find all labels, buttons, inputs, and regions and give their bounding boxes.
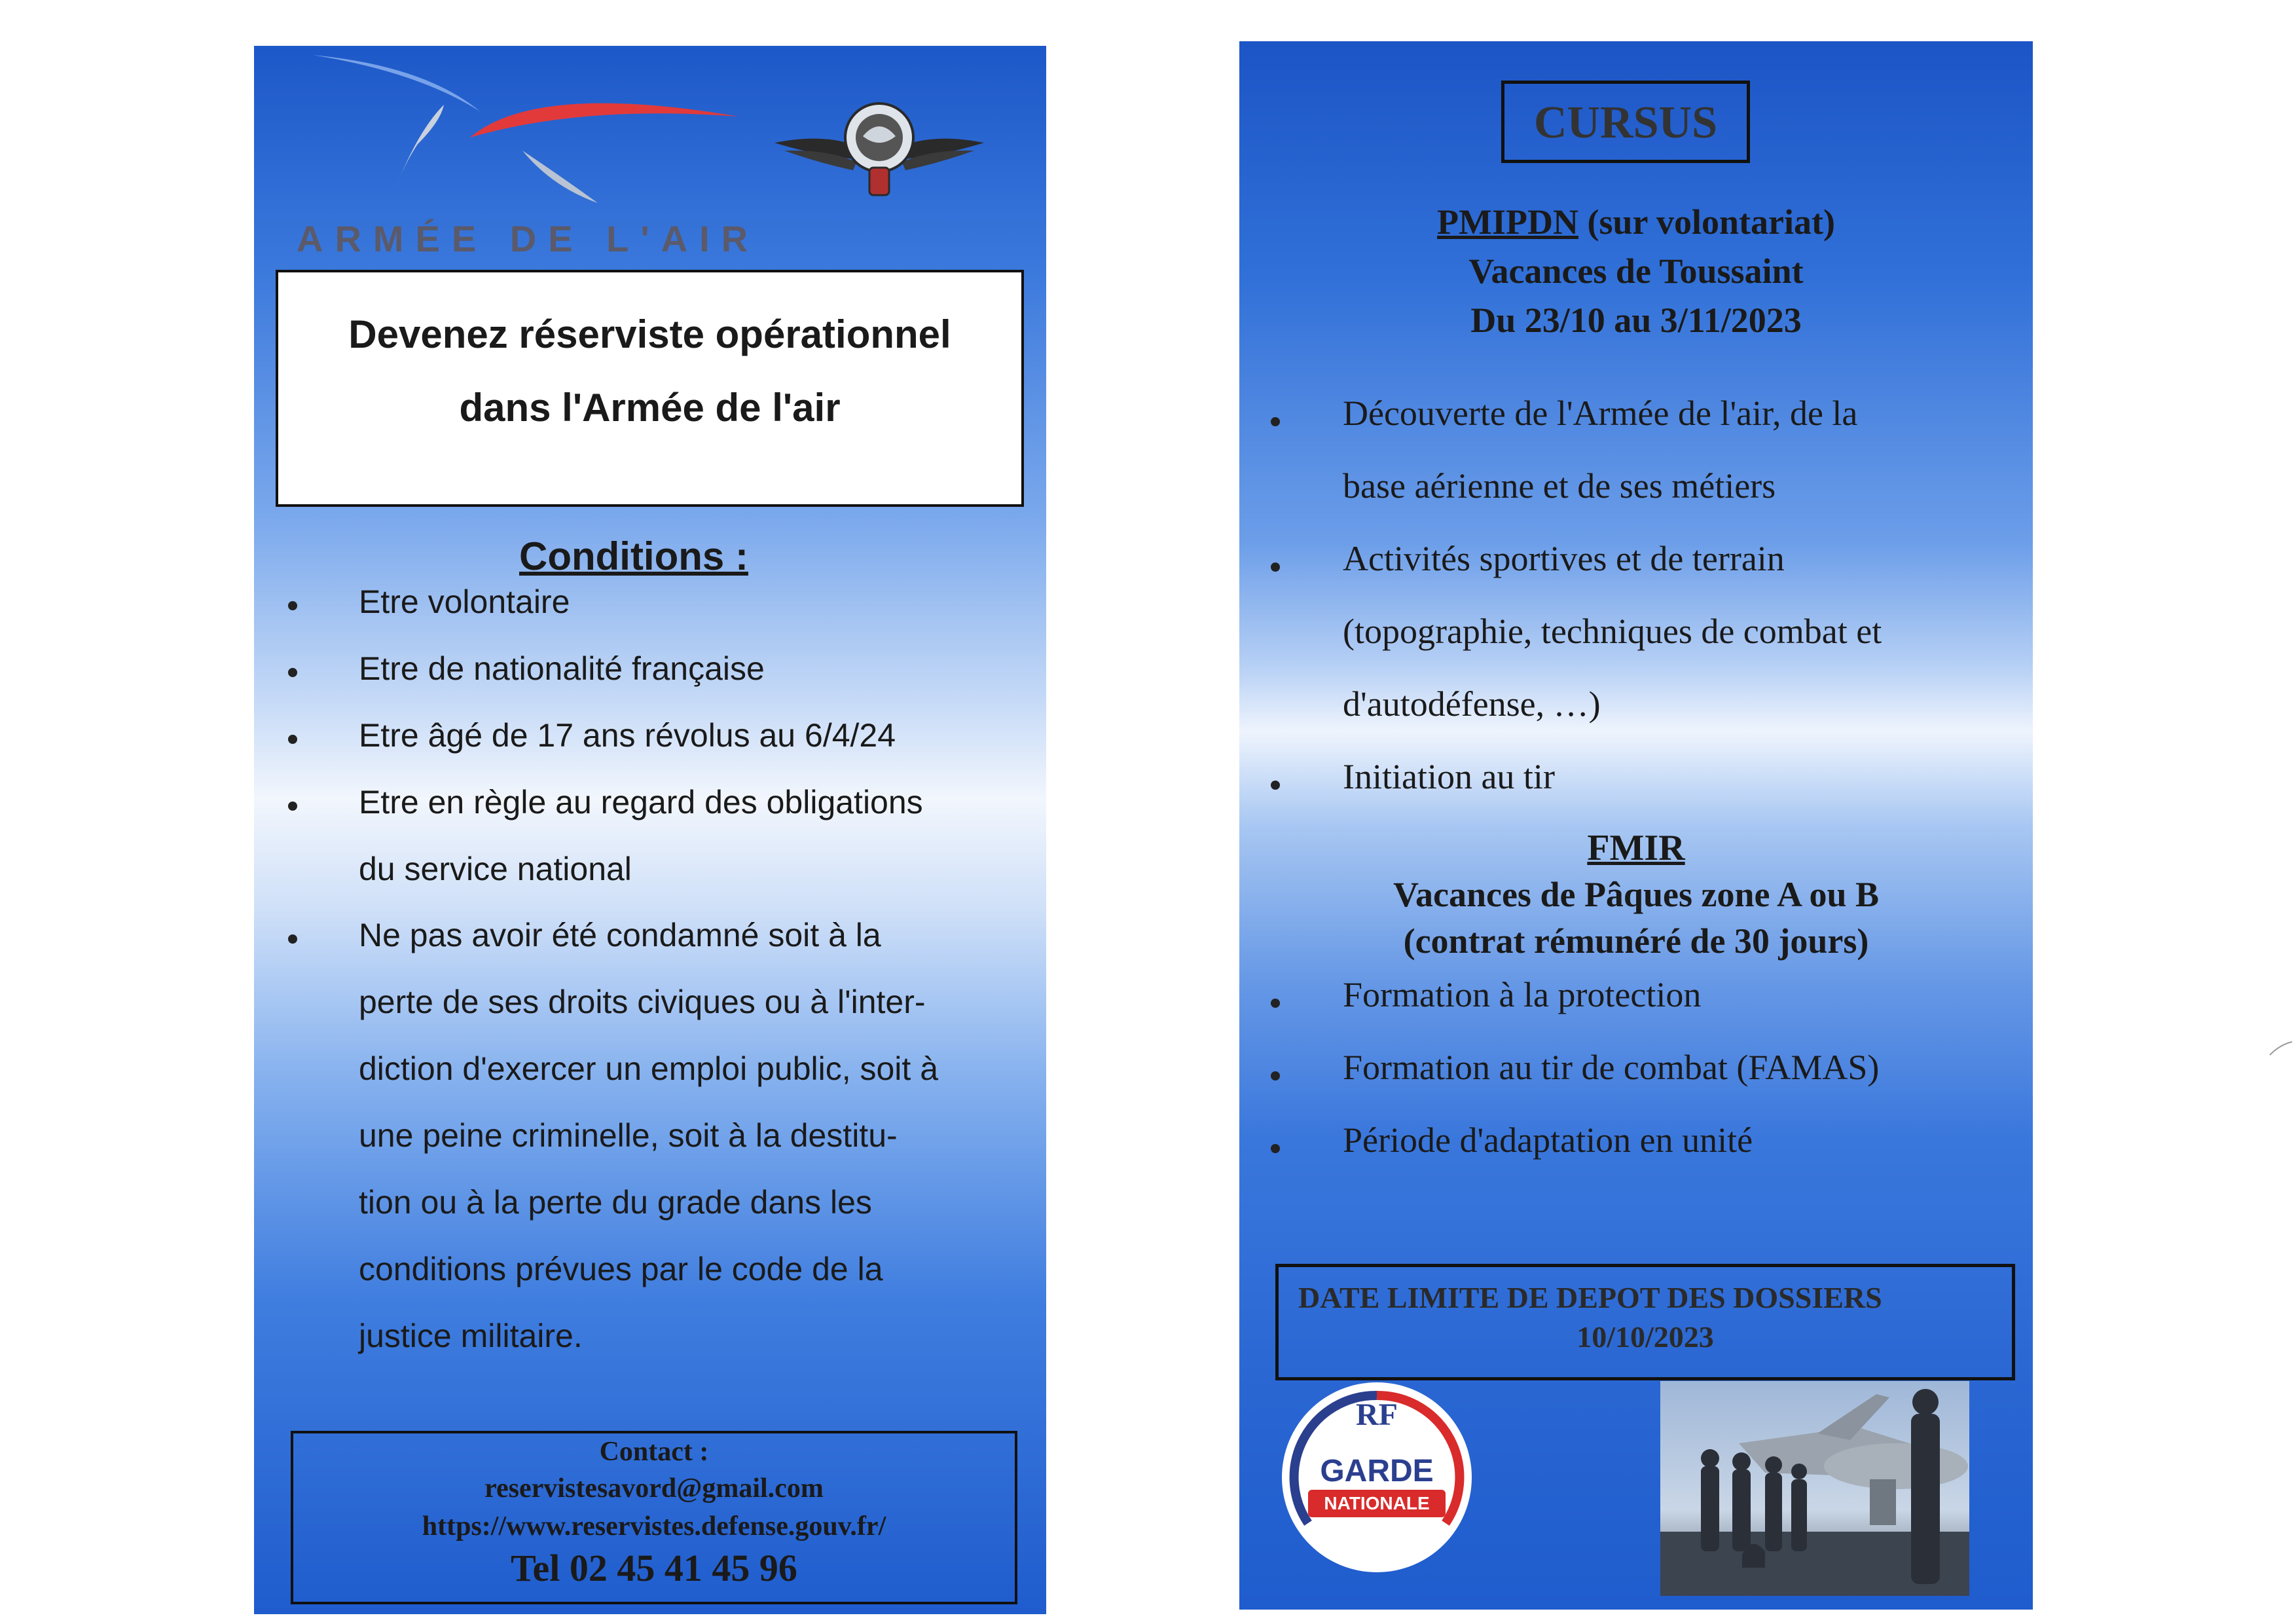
garde-monogram: RF (1356, 1397, 1398, 1432)
garde-line-1: GARDE (1320, 1454, 1434, 1488)
bullet-icon (288, 934, 297, 944)
bullet-icon (1271, 1071, 1280, 1080)
fmir-contract: (contrat rémunéré de 30 jours) (1403, 921, 1869, 961)
headline-line-2: dans l'Armée de l'air (459, 386, 841, 430)
condition-item: conditions prévues par le code de la (359, 1251, 883, 1287)
soldiers-aircraft-photo (1660, 1381, 1969, 1596)
headline-line-1: Devenez réserviste opérationnel (348, 312, 951, 356)
garde-banner (1308, 1490, 1446, 1517)
pmipdn-item: Initiation au tir (1343, 757, 1555, 796)
condition-item: une peine criminelle, soit à la destitu- (359, 1117, 898, 1154)
pmipdn-name: PMIPDN (1437, 202, 1578, 242)
unit-badge-icon (771, 97, 987, 202)
garde-line-2: NATIONALE (1324, 1493, 1430, 1513)
fmir-item: Période d'adaptation en unité (1343, 1120, 1753, 1160)
conditions-title: Conditions : (519, 534, 748, 578)
condition-item: tion ou à la perte du grade dans les (359, 1184, 872, 1221)
pmipdn-item: Activités sportives et de terrain (1343, 539, 1785, 578)
fmir-heading: FMIR (1587, 828, 1685, 868)
condition-item: Etre âgé de 17 ans révolus au 6/4/24 (359, 717, 896, 754)
garde-nationale-logo (1282, 1382, 1472, 1572)
bullet-icon (1271, 781, 1280, 790)
bullet-icon (288, 735, 297, 744)
fmir-period: Vacances de Pâques zone A ou B (1393, 875, 1880, 914)
condition-item: Etre en règle au regard des obligations (359, 784, 923, 821)
contact-label: Contact : (599, 1437, 709, 1467)
contact-url[interactable]: https://www.reservistes.defense.gouv.fr/ (422, 1511, 886, 1541)
pmipdn-item: base aérienne et de ses métiers (1343, 466, 1776, 506)
bullet-icon (1271, 417, 1280, 426)
bullet-icon (1271, 999, 1280, 1008)
bullet-icon (1271, 1144, 1280, 1153)
pmipdn-dates: Du 23/10 au 3/11/2023 (1470, 301, 1802, 340)
left-panel (254, 46, 1046, 1614)
deadline-label: DATE LIMITE DE DEPOT DES DOSSIERS (1298, 1281, 1882, 1314)
pmipdn-item: Découverte de l'Armée de l'air, de la (1343, 394, 1858, 433)
pmipdn-note: (sur volontariat) (1587, 202, 1835, 242)
armee-de-l-air-logo-text: ARMÉE DE L'AIR (297, 218, 760, 259)
scan-mark-icon (2269, 1038, 2295, 1058)
bullet-icon (288, 802, 297, 811)
fmir-item: Formation au tir de combat (FAMAS) (1343, 1048, 1880, 1087)
deadline-date: 10/10/2023 (1576, 1320, 1714, 1354)
contact-phone: Tel 02 45 41 45 96 (511, 1547, 797, 1589)
condition-item: Ne pas avoir été condamné soit à la (359, 917, 881, 953)
condition-item: diction d'exercer un emploi public, soit à (359, 1050, 939, 1087)
condition-item: Etre de nationalité française (359, 650, 765, 687)
pmipdn-item: (topographie, techniques de combat et (1343, 612, 1882, 651)
pmipdn-item: d'autodéfense, …) (1343, 684, 1601, 724)
contact-email[interactable]: reservistesavord@gmail.com (484, 1473, 824, 1504)
condition-item: du service national (359, 851, 632, 887)
condition-item: Etre volontaire (359, 583, 570, 620)
contact-box (291, 1431, 1017, 1604)
condition-item: justice militaire. (359, 1318, 583, 1354)
bullet-icon (288, 601, 297, 610)
bullet-icon (1271, 563, 1280, 572)
deadline-box (1275, 1264, 2015, 1380)
right-panel (1239, 41, 2033, 1610)
pmipdn-heading (1239, 202, 2033, 242)
cursus-title: CURSUS (1533, 98, 1718, 148)
fmir-item: Formation à la protection (1343, 975, 1702, 1014)
condition-item: perte de ses droits civiques ou à l'inter- (359, 984, 926, 1020)
headline-box (276, 270, 1024, 507)
bullet-icon (288, 668, 297, 677)
cursus-title-box (1501, 81, 1750, 163)
pmipdn-period: Vacances de Toussaint (1468, 251, 1804, 291)
